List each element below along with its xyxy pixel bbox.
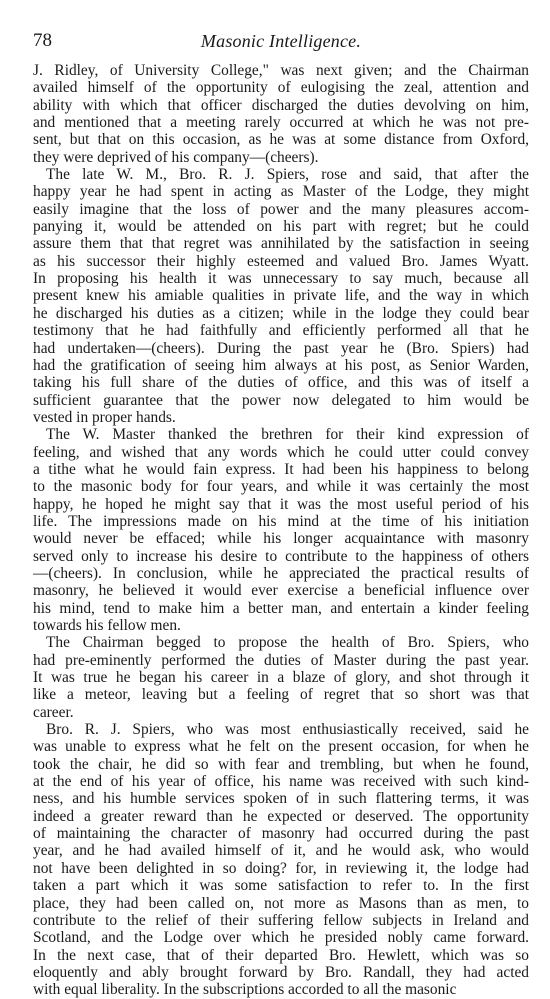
paragraph [33,166,529,426]
text-line: sent, but that on this occasion, as he was at some distance from Oxford, [33,131,529,149]
text-line: testimony that he had faithfully and efficiently performed all that he [33,322,529,340]
text-line: life. The impressions made on his mind at the time of his initiation [33,512,529,530]
text-line: career. [33,703,74,721]
text-line: a tithe what he would fain express. It had been his happiness to belong [33,460,529,478]
text-line: happy, he hoped he might say that it was the most useful period of his [33,495,529,513]
paragraph [33,721,529,999]
running-title: Masonic Intelligence. [200,31,362,51]
text-line: easily imagine that the loss of power and the many pleasures accom- [33,200,529,218]
text-line: taking his full share of the duties of office, and this was of itself a [33,374,529,392]
text-line: not have been delighted in so doing? for, in reviewing it, the lodge had [33,859,529,877]
text-line: year, and he had availed himself of it, and he would ask, who would [33,842,529,860]
text-line: they were deprived of his company—(cheers). [33,148,319,166]
text-line: indeed a greater reward than he expected or deserved. The opportunity [33,807,529,825]
text-line: of maintaining the character of masonry had occurred during the past [33,825,529,843]
text-line: he discharged his duties as a citizen; while in the lodge they could bear [33,304,529,322]
text-line: would never be effaced; while his longer acquaintance with masonry [33,530,529,548]
text-line: present knew his amiable qualities in private life, and the way in which [33,287,529,305]
text-line: place, they had been called on, not more as Masons than as men, to [33,894,529,912]
text-line: served only to increase his desire to contribute to the happiness of others [33,547,529,565]
text-line: feeling, and wished that any words which he could utter could convey [33,443,529,461]
document-page [33,30,529,999]
text-line: —(cheers). In conclusion, while he appreciated the practical results of [33,564,529,582]
paragraph [33,426,529,634]
text-line: The late W. M., Bro. R. J. Spiers, rose and said, that after the [46,166,529,184]
text-line: had pre-eminently performed the duties of Master during the past year. [33,651,529,669]
text-line: vested in proper hands. [33,408,176,426]
text-line: J. Ridley, of University College," was next given; and the Chairman [33,62,529,79]
text-line: The Chairman begged to propose the health of Bro. Spiers, who [46,634,529,652]
text-line: with equal liberality. In the subscriptions accorded to all the masonic [33,981,457,999]
text-line: assure them that that regret was annihilated by the satisfaction in seeing [33,235,529,253]
text-line: happy year he had spent in acting as Master of the Lodge, they might [33,183,529,201]
text-line: masonry, he believed it would ever exercise a beneficial influence over [33,582,529,600]
running-head [33,30,529,60]
text-line: as his successor their highly esteemed and valued Bro. James Wyatt. [33,252,529,270]
paragraph [33,62,529,166]
text-line: sufficient guarantee that the power now delegated to him would be [33,391,529,409]
text-line: had the gratification of seeing him always at his post, as Senior Warden, [33,356,529,374]
text-line: ness, and his humble services spoken of in such flattering terms, it was [33,790,529,808]
text-line: like a meteor, leaving but a feeling of regret that so short was that [33,686,529,704]
text-line: In proposing his health it was unnecessary to say much, because all [33,270,529,288]
text-line: contribute to the relief of their suffering fellow subjects in Ireland and [33,911,529,929]
page-number: 78 [33,30,52,51]
text-line: his mind, tend to make him a better man, and entertain a kinder feeling [33,599,529,617]
body-text [33,62,529,999]
text-line: Bro. R. J. Spiers, who was most enthusiastically received, said he [46,721,529,739]
text-line: In the next case, that of their departed Bro. Hewlett, which was so [33,946,529,964]
text-line: panying it, would be attended on his part with regret; but he could [33,218,529,236]
text-line: taken a part which it was some satisfaction to refer to. In the first [33,877,529,895]
text-line: to the masonic body for four years, and while it was certainly the most [33,478,529,496]
text-line: The W. Master thanked the brethren for their kind expression of [46,426,529,444]
paragraph [33,634,529,721]
text-line: had undertaken—(cheers). During the past year he (Bro. Spiers) had [33,339,529,357]
text-line: availed himself of the opportunity of eulogising the zeal, attention and [33,79,529,97]
text-line: Scotland, and the Lodge over which he presided nobly came forward. [33,929,529,947]
text-line: took the chair, he did so with fear and trembling, but when he found, [33,755,529,773]
text-line: was unable to express what he felt on the present occasion, for when he [33,738,529,756]
text-line: towards his fellow men. [33,617,181,634]
text-line: at the end of his year of office, his name was received with such kind- [33,773,529,791]
text-line: eloquently and ably brought forward by Bro. Randall, they had acted [33,963,529,981]
text-line: and mentioned that a meeting rarely occurred at which he was not pre- [33,114,529,132]
text-line: ability with which that officer discharged the duties devolving on him, [33,96,529,114]
text-line: It was true he began his career in a blaze of glory, and shot through it [33,669,529,687]
